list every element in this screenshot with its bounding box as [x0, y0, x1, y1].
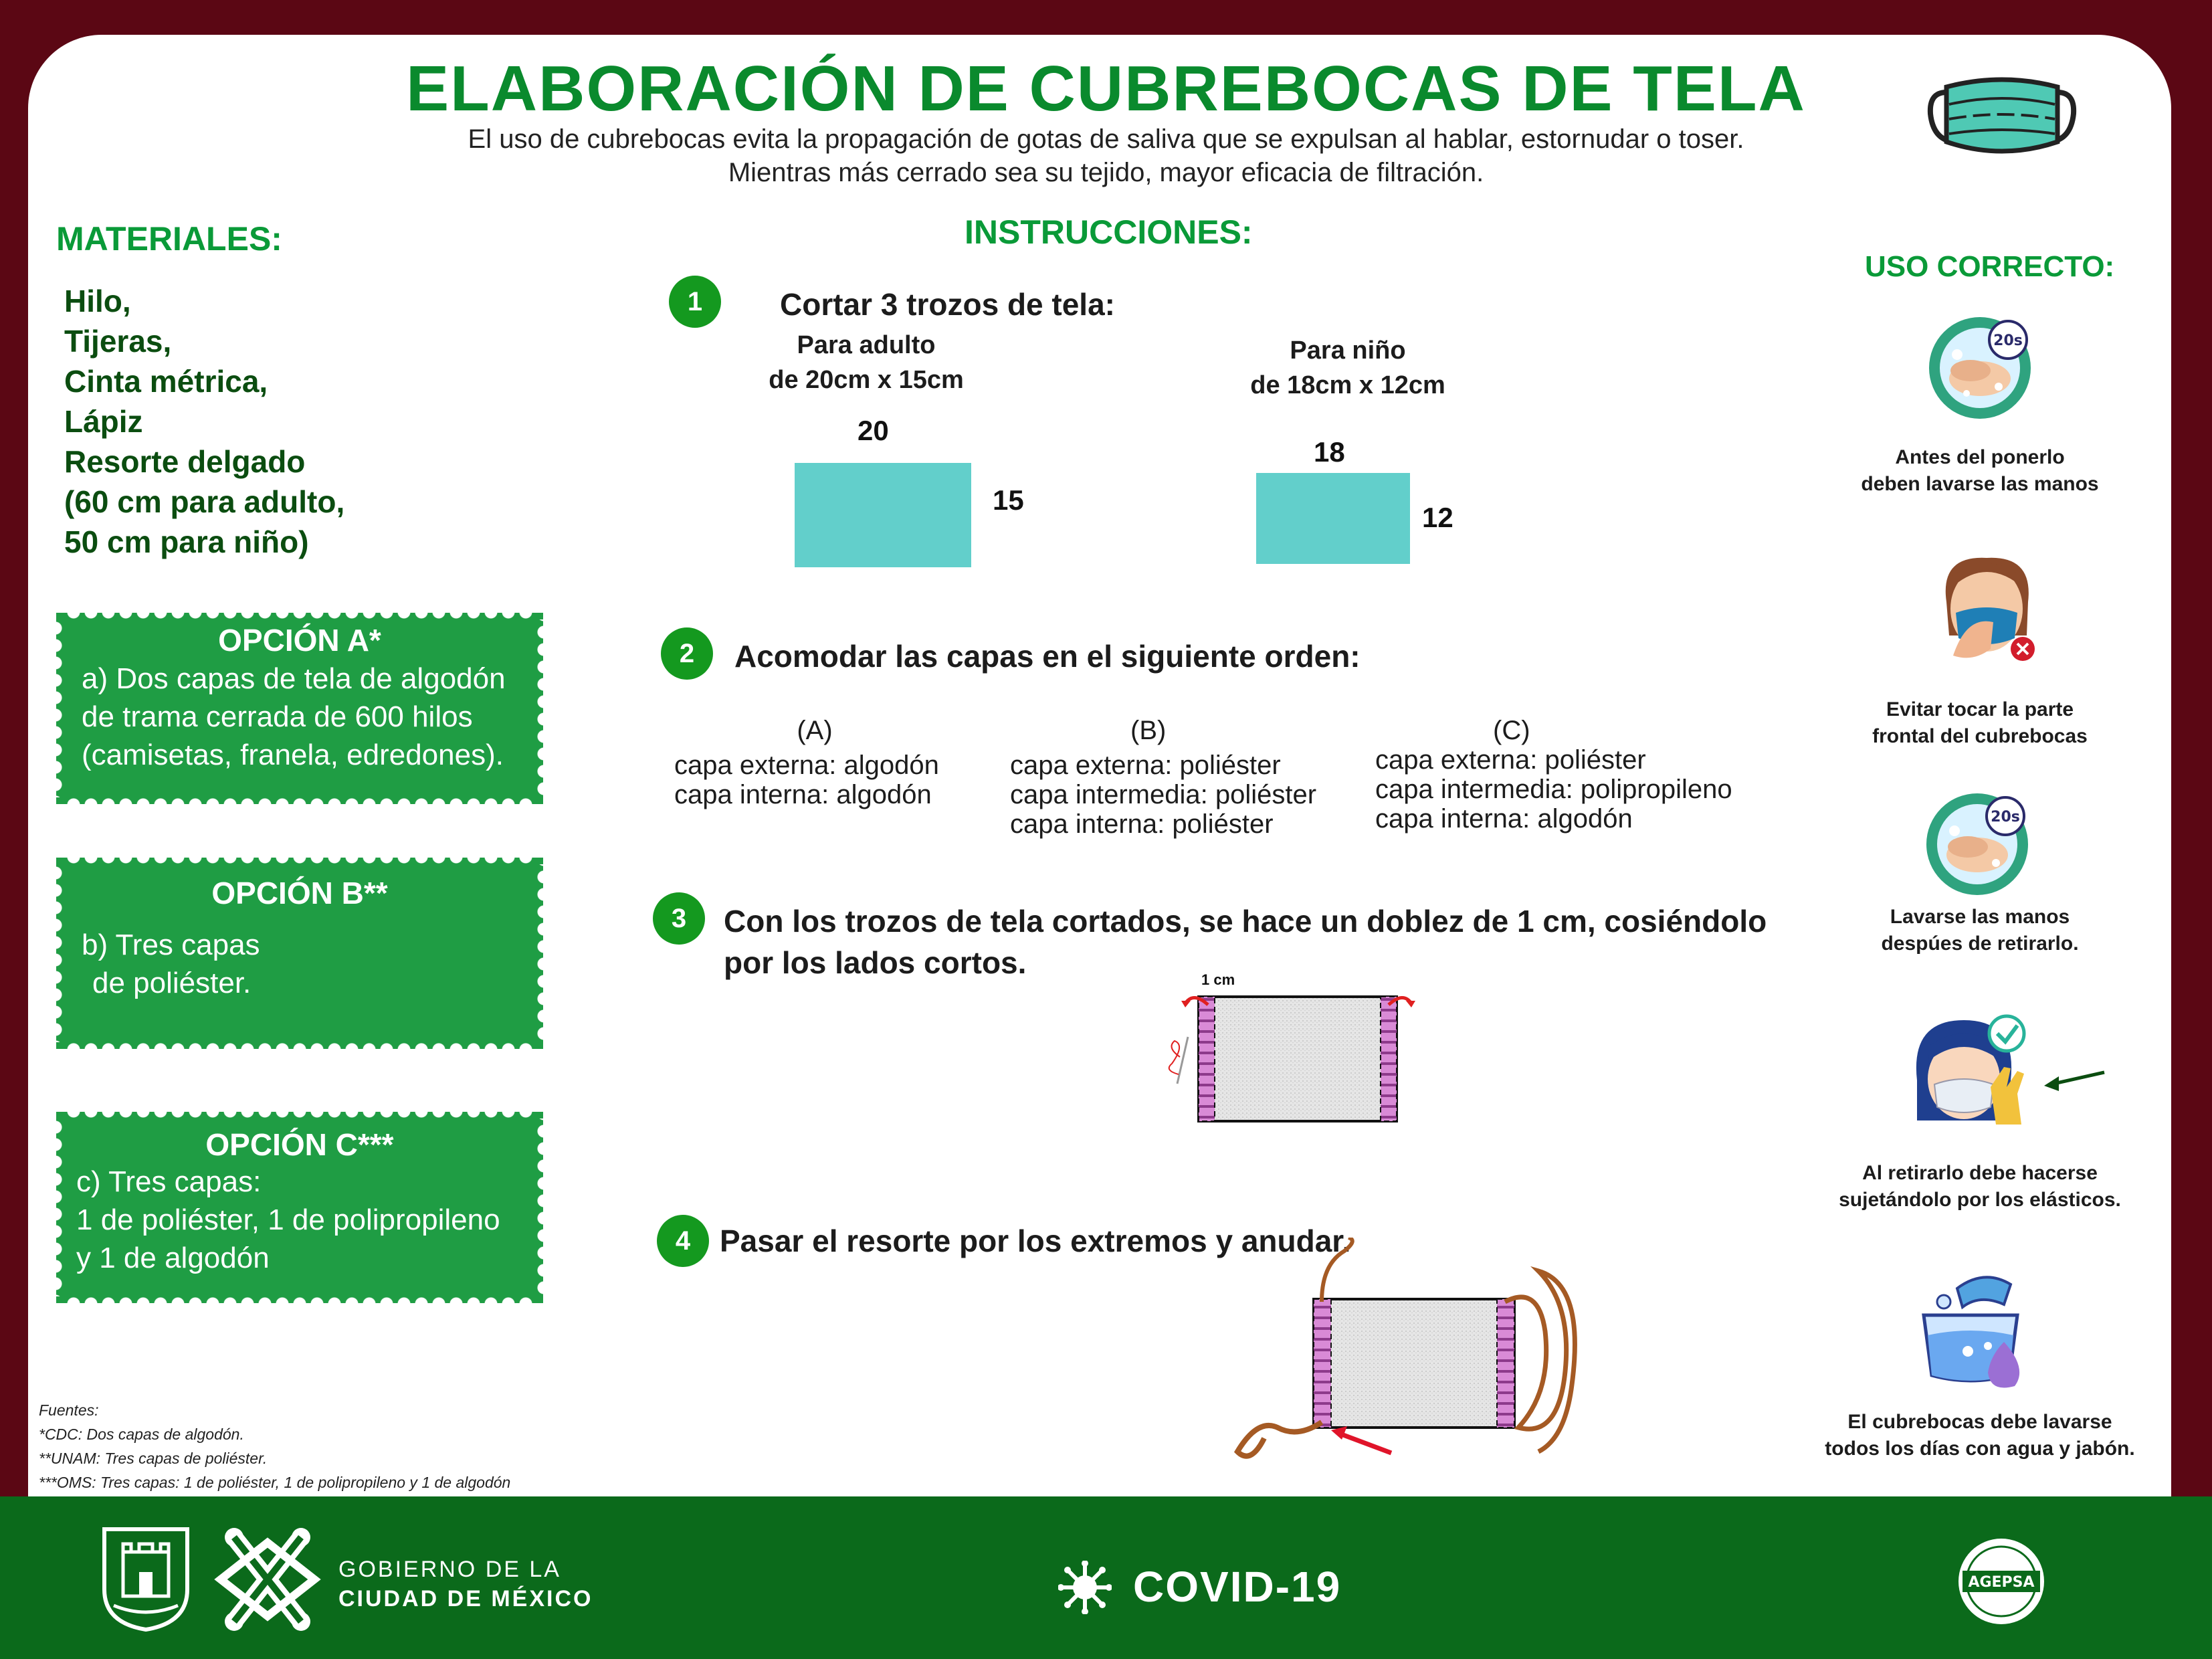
- timer-label: 20s: [1993, 332, 2023, 349]
- material-item: Cinta métrica,: [64, 364, 268, 399]
- agepsa-seal: [1956, 1536, 2047, 1627]
- layer-group-b: [1010, 716, 1358, 839]
- uso-caption-line: todos los días con agua y jabón.: [1825, 1438, 2135, 1460]
- child-height-value: 12: [1422, 502, 1453, 533]
- uso-caption-3: [1806, 904, 2154, 957]
- gov-name: [338, 1555, 593, 1614]
- material-item: 50 cm para niño): [64, 524, 309, 559]
- option-c-line: y 1 de algodón: [76, 1242, 270, 1274]
- option-a-box: [56, 613, 543, 804]
- option-b-box: [56, 858, 543, 1049]
- uso-caption-line: sujetándolo por los elásticos.: [1839, 1189, 2121, 1211]
- adult-label-line: de 20cm x 15cm: [769, 366, 964, 394]
- handwashing-icon: [1926, 314, 2033, 421]
- adult-width-value: 20: [858, 415, 889, 446]
- uso-caption-2: [1806, 696, 2154, 750]
- option-b-title: OPCIÓN B**: [211, 876, 388, 910]
- uso-caption-line: El cubrebocas debe lavarse: [1847, 1411, 2112, 1433]
- uso-caption-line: frontal del cubrebocas: [1872, 725, 2088, 747]
- elastic-fabric-illustration: [1224, 1238, 1612, 1465]
- adult-size-label: [736, 328, 997, 397]
- step-4-text: Pasar el resorte por los extremos y anudar.: [720, 1224, 1351, 1258]
- layer-group-c: [1375, 716, 1777, 834]
- uso-caption-line: deben lavarse las manos: [1861, 473, 2099, 495]
- layer-line: capa interna: algodón: [674, 780, 932, 809]
- sources: [39, 1398, 510, 1494]
- material-item: Hilo,: [64, 284, 131, 318]
- source-line: *CDC: Dos capas de algodón.: [39, 1426, 244, 1443]
- sources-title: Fuentes:: [39, 1401, 99, 1419]
- uso-caption-line: Al retirarlo debe hacerse: [1862, 1162, 2098, 1184]
- remove-mask-icon: [1910, 1007, 2111, 1134]
- materials-heading: MATERIALES:: [56, 220, 282, 258]
- step-1-number: 1: [669, 276, 721, 328]
- option-a-title: OPCIÓN A*: [218, 623, 381, 658]
- child-width-value: 18: [1314, 436, 1345, 468]
- layer-line: capa externa: poliéster: [1375, 745, 1646, 775]
- cdmx-shield-logo: [100, 1525, 191, 1632]
- sewn-fabric-illustration: [1137, 983, 1458, 1131]
- uso-caption-line: Lavarse las manos: [1890, 906, 2070, 928]
- layer-line: capa intermedia: poliéster: [1010, 780, 1317, 809]
- layer-line: capa externa: poliéster: [1010, 751, 1281, 780]
- gov-line-1: GOBIERNO DE LA: [338, 1557, 561, 1582]
- layer-group-label: (C): [1493, 716, 1530, 745]
- option-a-line: (camisetas, franela, edredones).: [82, 739, 504, 771]
- layer-group-a: [674, 716, 955, 809]
- wash-mask-icon: [1910, 1262, 2031, 1395]
- child-label-line: de 18cm x 12cm: [1250, 371, 1445, 399]
- uso-caption-line: Antes del ponerlo: [1895, 446, 2065, 468]
- option-b-line: b) Tres capas: [82, 929, 260, 961]
- layer-group-label: (B): [1130, 716, 1167, 745]
- materials-list: [64, 281, 344, 562]
- source-line: ***OMS: Tres capas: 1 de poliéster, 1 de polipropileno y 1 de algodón: [39, 1474, 511, 1491]
- option-b-line: de poliéster.: [92, 967, 252, 999]
- agepsa-text: AGEPSA: [1968, 1574, 2035, 1591]
- subtitle-line-2: Mientras más cerrado sea su tejido, mayor eficacia de filtración.: [728, 158, 1484, 187]
- uso-correcto-heading: USO CORRECTO:: [1865, 250, 2115, 283]
- timer-label: 20s: [1991, 809, 2020, 825]
- step-1-text: Cortar 3 trozos de tela:: [780, 287, 1115, 322]
- option-a-line: de trama cerrada de 600 hilos: [82, 700, 473, 733]
- step-2-text: Acomodar las capas en el siguiente orden:: [734, 639, 1361, 674]
- face-mask-icon: [1926, 72, 2078, 159]
- handwashing-after-icon: [1924, 791, 2031, 898]
- layer-line: capa interna: algodón: [1375, 804, 1633, 834]
- cdmx-symbol-logo: [214, 1523, 321, 1636]
- source-line: **UNAM: Tres capas de poliéster.: [39, 1450, 268, 1467]
- material-item: (60 cm para adulto,: [64, 484, 345, 519]
- option-c-line: 1 de poliéster, 1 de polipropileno: [76, 1203, 500, 1236]
- layer-line: capa intermedia: polipropileno: [1375, 775, 1732, 804]
- fold-width-label: 1 cm: [1201, 971, 1235, 988]
- gov-line-2: CIUDAD DE MÉXICO: [338, 1586, 593, 1612]
- material-item: Resorte delgado: [64, 444, 306, 479]
- material-item: Lápiz: [64, 404, 143, 439]
- layer-group-label: (A): [797, 716, 833, 745]
- no-touch-mask-icon: [1926, 549, 2047, 669]
- uso-caption-4: [1806, 1160, 2154, 1213]
- child-size-label: [1217, 333, 1478, 403]
- step-3-number: 3: [653, 892, 705, 945]
- step-3-text: [724, 900, 1767, 983]
- child-label-line: Para niño: [1290, 336, 1406, 365]
- option-c-title: OPCIÓN C***: [205, 1127, 394, 1162]
- step-3-line: Con los trozos de tela cortados, se hace un doblez de 1 cm, cosiéndolo: [724, 904, 1767, 939]
- adult-label-line: Para adulto: [797, 331, 936, 359]
- option-c-box: [56, 1112, 543, 1303]
- adult-fabric-rectangle: [795, 463, 971, 567]
- step-2-number: 2: [661, 627, 713, 680]
- uso-caption-1: [1806, 444, 2154, 498]
- adult-height-value: 15: [993, 484, 1024, 516]
- subtitle-line-1: El uso de cubrebocas evita la propagación de gotas de saliva que se expulsan al hablar, estornudar o toser.: [468, 124, 1744, 154]
- page-title: ELABORACIÓN DE CUBREBOCAS DE TELA: [406, 53, 1806, 124]
- material-item: Tijeras,: [64, 324, 172, 359]
- step-4-number: 4: [657, 1215, 709, 1267]
- layer-line: capa interna: poliéster: [1010, 809, 1274, 839]
- option-c-line: c) Tres capas:: [76, 1165, 262, 1198]
- uso-caption-5: [1806, 1409, 2154, 1462]
- instructions-heading: INSTRUCCIONES:: [965, 213, 1253, 251]
- uso-caption-line: despúes de retirarlo.: [1881, 933, 2079, 955]
- step-3-line: por los lados cortos.: [724, 945, 1027, 980]
- child-fabric-rectangle: [1256, 473, 1410, 564]
- option-a-line: a) Dos capas de tela de algodón: [82, 662, 506, 695]
- covid-label: COVID-19: [1133, 1563, 1342, 1611]
- virus-icon: [1058, 1561, 1112, 1614]
- layer-line: capa externa: algodón: [674, 751, 939, 780]
- uso-caption-line: Evitar tocar la parte: [1886, 698, 2074, 720]
